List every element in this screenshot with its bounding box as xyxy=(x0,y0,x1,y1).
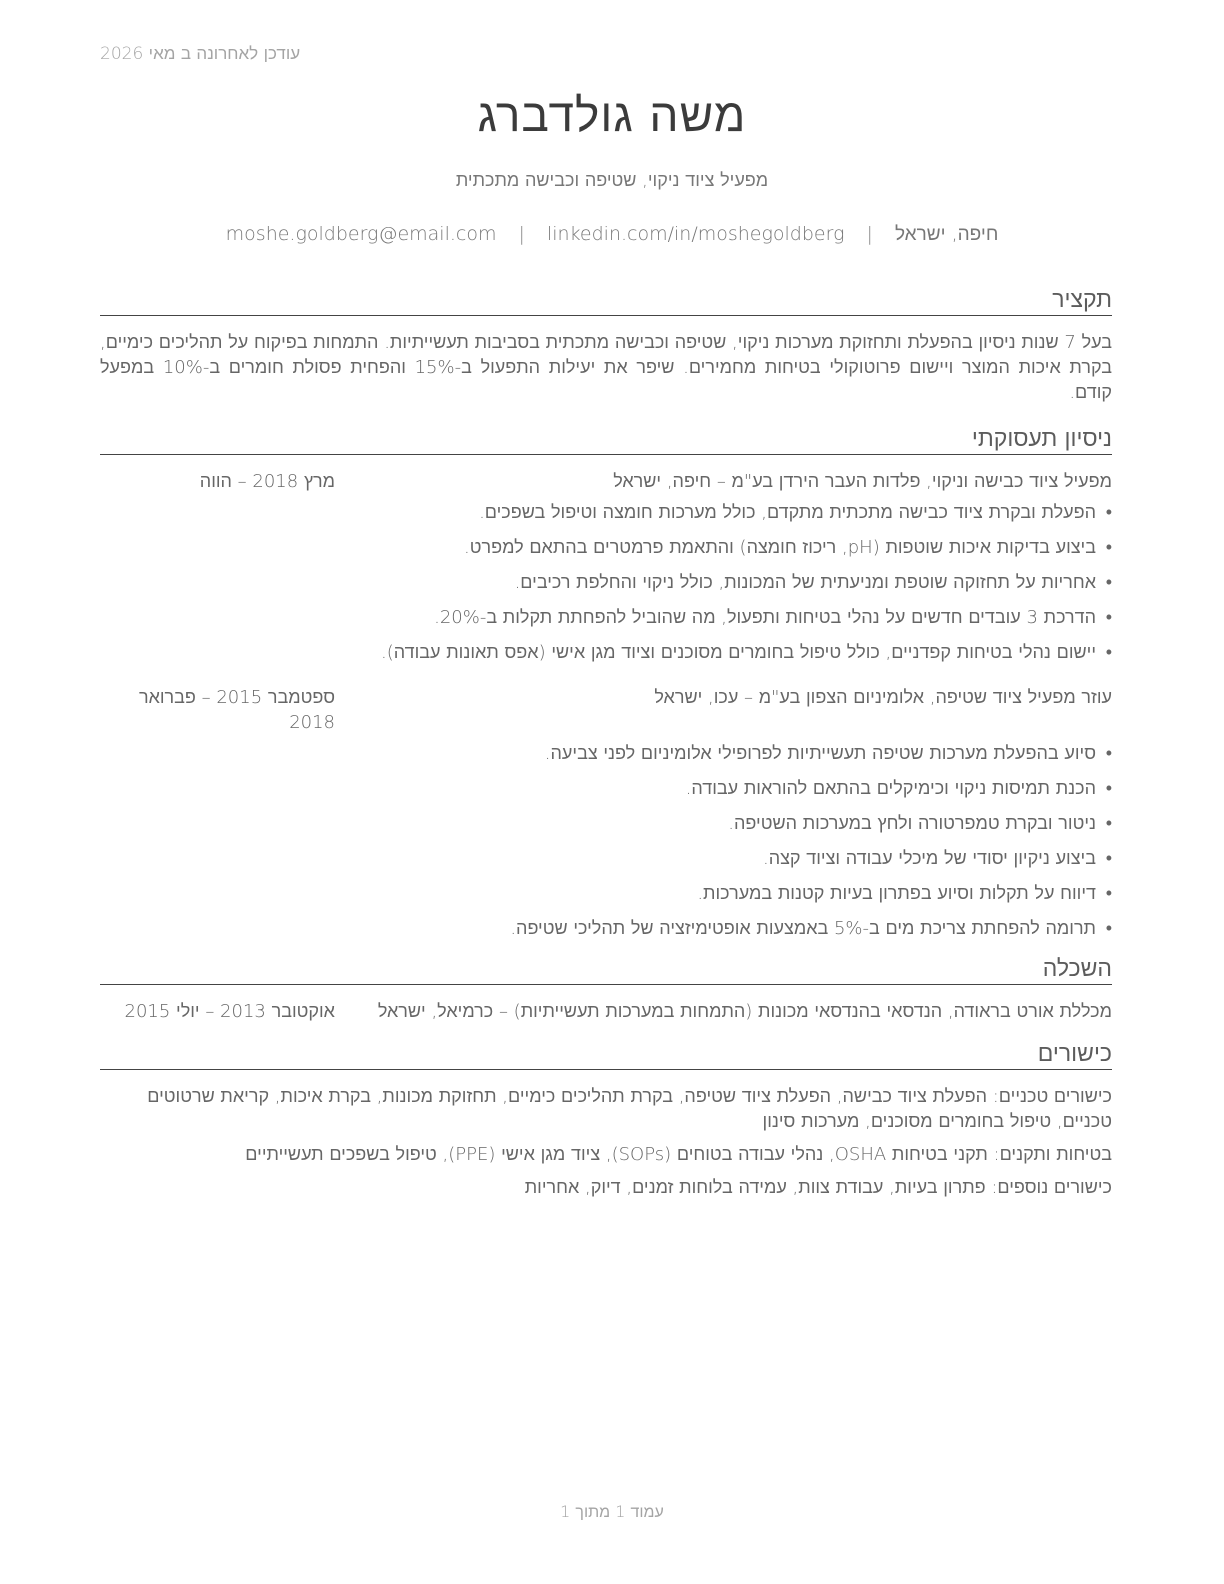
job-entry xyxy=(100,685,1112,941)
section-title-experience: ניסיון תעסוקתי xyxy=(100,425,1112,455)
candidate-name: משה גולדברג xyxy=(477,88,747,142)
contact-linkedin[interactable]: linkedin.com/in/moshegoldberg xyxy=(546,223,845,245)
contact-email[interactable]: moshe.goldberg@email.com xyxy=(225,223,497,245)
job-subtitle: מפעיל ציוד ניקוי, שטיפה וכבישה מתכתית xyxy=(455,170,769,191)
bullet-text: סיוע בהפעלת מערכות שטיפה תעשייתיות לפרופילי אלומיניום לפני צביעה. xyxy=(544,743,1096,764)
bullet-text: יישום נהלי בטיחות קפדניים, כולל טיפול בחומרים מסוכנים וציוד מגן אישי (אפס תאונות עבודה). xyxy=(381,642,1096,663)
list-item: • הדרכת 3 עובדים חדשים על נהלי בטיחות ותפעול, מה שהוביל להפחתת תקלות ב-20%. xyxy=(434,607,1112,628)
contact-separator: | xyxy=(866,223,873,245)
bullet-text: הכנת תמיסות ניקוי וכימיקלים בהתאם להוראות עבודה. xyxy=(685,778,1096,799)
bullet-text: תרומה להפחתת צריכת מים ב-5% באמצעות אופטימיזציה של תהליכי שטיפה. xyxy=(510,918,1096,939)
bullet-text: ביצוע בדיקות איכות שוטפות (pH, ריכוז חומצה) והתאמת פרמטרים בהתאם למפרט. xyxy=(464,537,1096,558)
job-title: מפעיל ציוד כבישה וניקוי, פלדות העבר הירדן בע"מ – חיפה, ישראל xyxy=(613,471,1112,492)
job-header xyxy=(100,685,1112,735)
education-date: אוקטובר 2013 – יולי 2015 xyxy=(124,1001,335,1022)
job-bullets xyxy=(100,741,1112,941)
job-title: עוזר מפעיל ציוד שטיפה, אלומיניום הצפון בע"מ – עכו, ישראל xyxy=(654,687,1112,708)
education-entry xyxy=(100,999,1112,1024)
list-item: • הכנת תמיסות ניקוי וכימיקלים בהתאם להוראות עבודה. xyxy=(685,778,1112,799)
list-item: • ביצוע בדיקות איכות שוטפות (pH, ריכוז חומצה) והתאמת פרמטרים בהתאם למפרט. xyxy=(464,537,1112,558)
skills-technical: כישורים טכניים: הפעלת ציוד כבישה, הפעלת ציוד שטיפה, בקרת תהליכים כימיים, תחזוקת מכונות, בקרת איכות, קריאת שרטוטים טכניים, טיפול בחומרים מסוכנים, מערכות סינון xyxy=(147,1086,1112,1132)
contact-separator: | xyxy=(518,223,525,245)
list-item: • ניטור ובקרת טמפרטורה ולחץ במערכות השטיפה. xyxy=(728,813,1112,834)
bullet-text: ביצוע ניקיון יסודי של מיכלי עבודה וציוד קצה. xyxy=(762,848,1096,869)
page-footer: עמוד 1 מתוך 1 xyxy=(560,1502,664,1521)
contact-line xyxy=(0,223,1224,246)
last-updated: עודכן לאחרונה ב מאי 2026 xyxy=(100,44,301,64)
education-title: מכללת אורט בראודה, הנדסאי בהנדסאי מכונות (התמחות במערכות תעשייתיות) – כרמיאל, ישראל xyxy=(377,1001,1112,1022)
job-date: ספטמבר 2015 – פברואר 2018 xyxy=(138,687,335,733)
skills-safety: בטיחות ותקנים: תקני בטיחות OSHA, נהלי עבודה בטוחים (SOPs), ציוד מגן אישי (PPE), טיפול בשפכים תעשייתיים xyxy=(245,1144,1112,1165)
section-title-skills: כישורים xyxy=(100,1040,1112,1070)
list-item: • יישום נהלי בטיחות קפדניים, כולל טיפול בחומרים מסוכנים וציוד מגן אישי (אפס תאונות עבודה). xyxy=(381,642,1112,663)
bullet-text: אחריות על תחזוקה שוטפת ומניעתית של המכונות, כולל ניקוי והחלפת רכיבים. xyxy=(514,572,1096,593)
list-item: • ביצוע ניקיון יסודי של מיכלי עבודה וציוד קצה. xyxy=(762,848,1112,869)
contact-location: חיפה, ישראל xyxy=(894,223,999,245)
job-bullets xyxy=(100,500,1112,665)
section-title-summary: תקציר xyxy=(100,286,1112,316)
list-item: • תרומה להפחתת צריכת מים ב-5% באמצעות אופטימיזציה של תהליכי שטיפה. xyxy=(510,918,1112,939)
bullet-text: דיווח על תקלות וסיוע בפתרון בעיות קטנות במערכות. xyxy=(697,883,1096,904)
job-header xyxy=(100,469,1112,494)
list-item: • אחריות על תחזוקה שוטפת ומניעתית של המכונות, כולל ניקוי והחלפת רכיבים. xyxy=(514,572,1112,593)
bullet-text: הדרכת 3 עובדים חדשים על נהלי בטיחות ותפעול, מה שהוביל להפחתת תקלות ב-20%. xyxy=(434,607,1096,628)
list-item: • הפעלת ובקרת ציוד כבישה מתכתית מתקדם, כולל מערכות חומצה וטיפול בשפכים. xyxy=(479,502,1112,523)
resume-content xyxy=(100,276,1112,1208)
list-item: • סיוע בהפעלת מערכות שטיפה תעשייתיות לפרופילי אלומיניום לפני צביעה. xyxy=(544,743,1112,764)
skills-additional: כישורים נוספים: פתרון בעיות, עבודת צוות, עמידה בלוחות זמנים, דיוק, אחריות xyxy=(524,1177,1112,1198)
bullet-text: ניטור ובקרת טמפרטורה ולחץ במערכות השטיפה. xyxy=(728,813,1096,834)
section-title-education: השכלה xyxy=(100,955,1112,985)
job-date: מרץ 2018 – הווה xyxy=(199,471,335,492)
bullet-text: הפעלת ובקרת ציוד כבישה מתכתית מתקדם, כולל מערכות חומצה וטיפול בשפכים. xyxy=(479,502,1096,523)
list-item: • דיווח על תקלות וסיוע בפתרון בעיות קטנות במערכות. xyxy=(697,883,1112,904)
summary-text: בעל 7 שנות ניסיון בהפעלת ותחזוקת מערכות ניקוי, שטיפה וכבישה מתכתית בסביבות תעשייתיות. התמחות בפיקוח על תהליכים כימיים, בקרת איכות המוצר ויישום פרוטוקולי בטיחות מחמירים. שיפר את יעילות התפעול ב-15% והפחית פסולת חומרים ב-10% במפעל קודם. xyxy=(100,332,1112,403)
job-entry xyxy=(100,469,1112,665)
